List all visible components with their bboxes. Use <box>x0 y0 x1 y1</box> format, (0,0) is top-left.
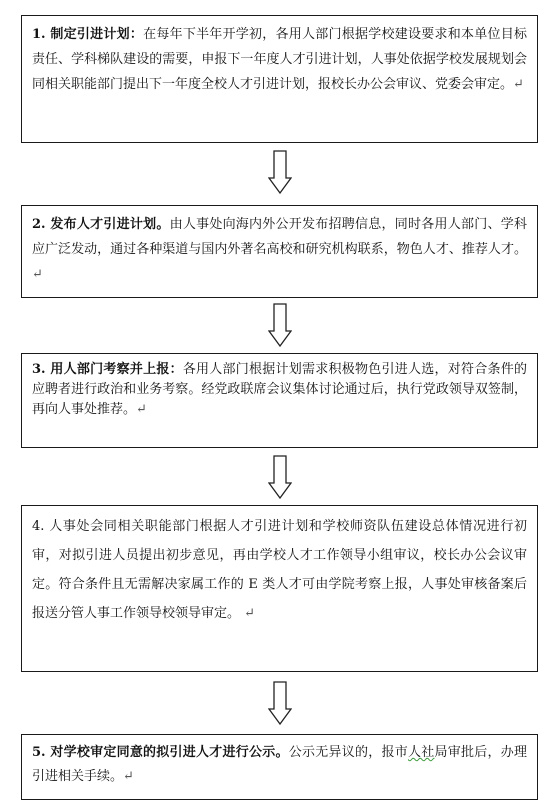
step-3-title: 3. 用人部门考察并上报： <box>32 362 183 377</box>
paragraph-mark-icon: ↵ <box>32 267 43 282</box>
step-2-title: 2. 发布人才引进计划。 <box>32 217 170 232</box>
spellcheck-underlined-text: 人社 <box>407 745 435 760</box>
step-1-title: 1. 制定引进计划： <box>32 27 144 42</box>
step-5-box <box>21 734 538 800</box>
step-4-paragraph <box>32 512 527 628</box>
step-2-paragraph <box>32 212 527 287</box>
paragraph-mark-icon: ↵ <box>244 606 256 621</box>
step-5-title: 5. 对学校审定同意的拟引进人才进行公示。 <box>32 745 289 760</box>
down-arrow-icon <box>268 455 292 499</box>
step-5-text-end: 局审批后，办理引进相关手续。 <box>32 745 527 784</box>
step-5-paragraph <box>32 741 527 789</box>
paragraph-mark-icon: ↵ <box>513 77 524 92</box>
step-4-text: 4. 人事处会同相关职能部门根据人才引进计划和学校师资队伍建设总体情况进行初审，对拟引进人员提出初步意见，再由学校人才工作领导小组审议，校长办公会议审定。符合条件且无需解决家属工作的 E 类人才可由学院考察上报，人事处审核备案后报送分管人事工作领导校领导审定。 <box>32 519 527 621</box>
step-3-paragraph <box>32 360 527 420</box>
step-3-text: 各用人部门根据计划需求积极物色引进人选，对符合条件的应聘者进行政治和业务考察。经党政联席会议集体讨论通过后，执行党政领导双签制，再向人事处推荐。 <box>32 362 527 417</box>
down-arrow-icon <box>268 150 292 194</box>
step-2-text: 由人事处向海内外公开发布招聘信息，同时各用人部门、学科应广泛发动，通过各种渠道与国内外著名高校和研究机构联系，物色人才、推荐人才。 <box>32 217 527 257</box>
step-5-text: 公示无异议的，报市 <box>288 745 408 760</box>
paragraph-mark-icon: ↵ <box>136 402 147 417</box>
step-1-paragraph <box>32 22 527 97</box>
step-1-text: 在每年下半年开学初，各用人部门根据学校建设要求和本单位目标责任、学科梯队建设的需要，申报下一年度人才引进计划，人事处依据学校发展规划会同相关职能部门提出下一年度全校人才引进计划，报校长办公会审议、党委会审定。 <box>32 27 527 92</box>
step-2-box <box>21 205 538 298</box>
step-4-box <box>21 505 538 672</box>
down-arrow-icon <box>268 303 292 347</box>
step-1-box <box>21 15 538 143</box>
down-arrow-icon <box>268 681 292 725</box>
step-3-box <box>21 353 538 448</box>
paragraph-mark-icon: ↵ <box>123 769 134 784</box>
